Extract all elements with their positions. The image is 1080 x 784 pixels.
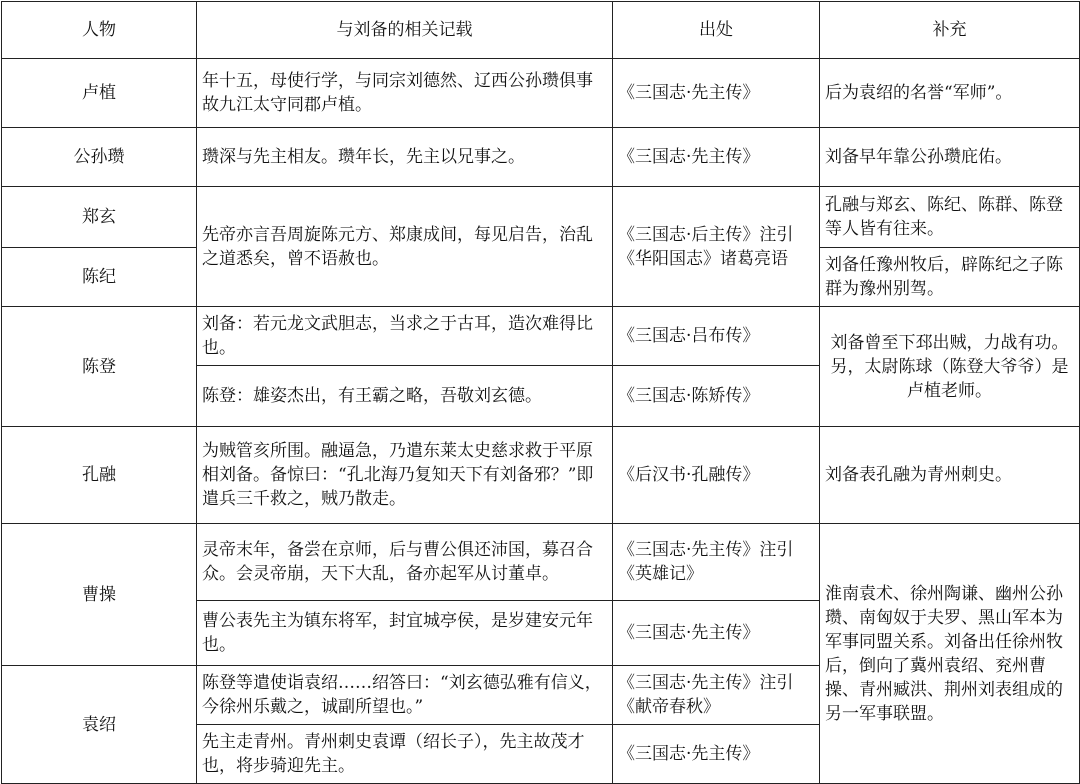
record-cell: 曹公表先主为镇东将军，封宜城亭侯，是岁建安元年也。 (197, 601, 613, 666)
source-cell: 《三国志·先主传》 (613, 725, 820, 784)
header-note: 补充 (820, 2, 1080, 59)
table-row (2, 128, 1080, 187)
table-row (2, 524, 1080, 601)
source-cell: 《三国志·先主传》 (613, 128, 820, 187)
table-row (2, 187, 1080, 248)
note-cell: 刘备表孔融为青州刺史。 (820, 427, 1080, 524)
table-row (2, 307, 1080, 366)
header-row (2, 2, 1080, 59)
person-cell: 郑玄 (2, 187, 197, 248)
record-cell: 刘备：若元龙文武胆志，当求之于古耳，造次难得比也。 (197, 307, 613, 366)
person-cell: 陈纪 (2, 248, 197, 307)
source-cell: 《三国志·吕布传》 (613, 307, 820, 366)
person-cell: 卢植 (2, 59, 197, 128)
record-cell: 为贼管亥所围。融逼急，乃遣东莱太史慈求救于平原相刘备。备惊曰：“孔北海乃复知天下有刘备邪？”即遣兵三千救之，贼乃散走。 (197, 427, 613, 524)
person-cell: 曹操 (2, 524, 197, 666)
person-cell: 公孙瓒 (2, 128, 197, 187)
source-cell: 《三国志·先主传》 (613, 601, 820, 666)
header-source: 出处 (613, 2, 820, 59)
liubei-relations-table (1, 1, 1080, 784)
record-cell: 先帝亦言吾周旋陈元方、郑康成间，每见启告，治乱之道悉矣，曾不语赦也。 (197, 187, 613, 307)
person-cell: 陈登 (2, 307, 197, 427)
source-cell: 《三国志·后主传》注引《华阳国志》诸葛亮语 (613, 187, 820, 307)
record-cell: 灵帝末年，备尝在京师，后与曹公俱还沛国，募召合众。会灵帝崩，天下大乱，备亦起军从讨董卓。 (197, 524, 613, 601)
source-cell: 《三国志·先主传》注引《英雄记》 (613, 524, 820, 601)
note-cell: 孔融与郑玄、陈纪、陈群、陈登等人皆有往来。 (820, 187, 1080, 248)
note-cell: 刘备任豫州牧后，辟陈纪之子陈群为豫州别驾。 (820, 248, 1080, 307)
record-cell: 瓒深与先主相友。瓒年长，先主以兄事之。 (197, 128, 613, 187)
record-cell: 年十五，母使行学，与同宗刘德然、辽西公孙瓒俱事故九江太守同郡卢植。 (197, 59, 613, 128)
record-cell: 陈登：雄姿杰出，有王霸之略，吾敬刘玄德。 (197, 366, 613, 427)
table-row (2, 59, 1080, 128)
note-cell: 刘备早年靠公孙瓒庇佑。 (820, 128, 1080, 187)
person-cell: 袁绍 (2, 666, 197, 784)
record-cell: 先主走青州。青州刺史袁谭（绍长子），先主故茂才也，将步骑迎先主。 (197, 725, 613, 784)
header-record: 与刘备的相关记载 (197, 2, 613, 59)
note-cell: 后为袁绍的名誉“军师”。 (820, 59, 1080, 128)
record-cell: 陈登等遣使诣袁绍……绍答曰：“刘玄德弘雅有信义，今徐州乐戴之，诚副所望也。” (197, 666, 613, 725)
person-cell: 孔融 (2, 427, 197, 524)
header-person: 人物 (2, 2, 197, 59)
source-cell: 《三国志·陈矫传》 (613, 366, 820, 427)
source-cell: 《后汉书·孔融传》 (613, 427, 820, 524)
table-row (2, 427, 1080, 524)
source-cell: 《三国志·先主传》 (613, 59, 820, 128)
note-cell: 刘备曾至下邳出贼，力战有功。另，太尉陈球（陈登大爷爷）是卢植老师。 (820, 307, 1080, 427)
note-cell: 淮南袁术、徐州陶谦、幽州公孙瓒、南匈奴于夫罗、黑山军本为军事同盟关系。刘备出任徐州牧后，倒向了冀州袁绍、兖州曹操、青州臧洪、荆州刘表组成的另一军事联盟。 (820, 524, 1080, 784)
source-cell: 《三国志·先主传》注引《献帝春秋》 (613, 666, 820, 725)
